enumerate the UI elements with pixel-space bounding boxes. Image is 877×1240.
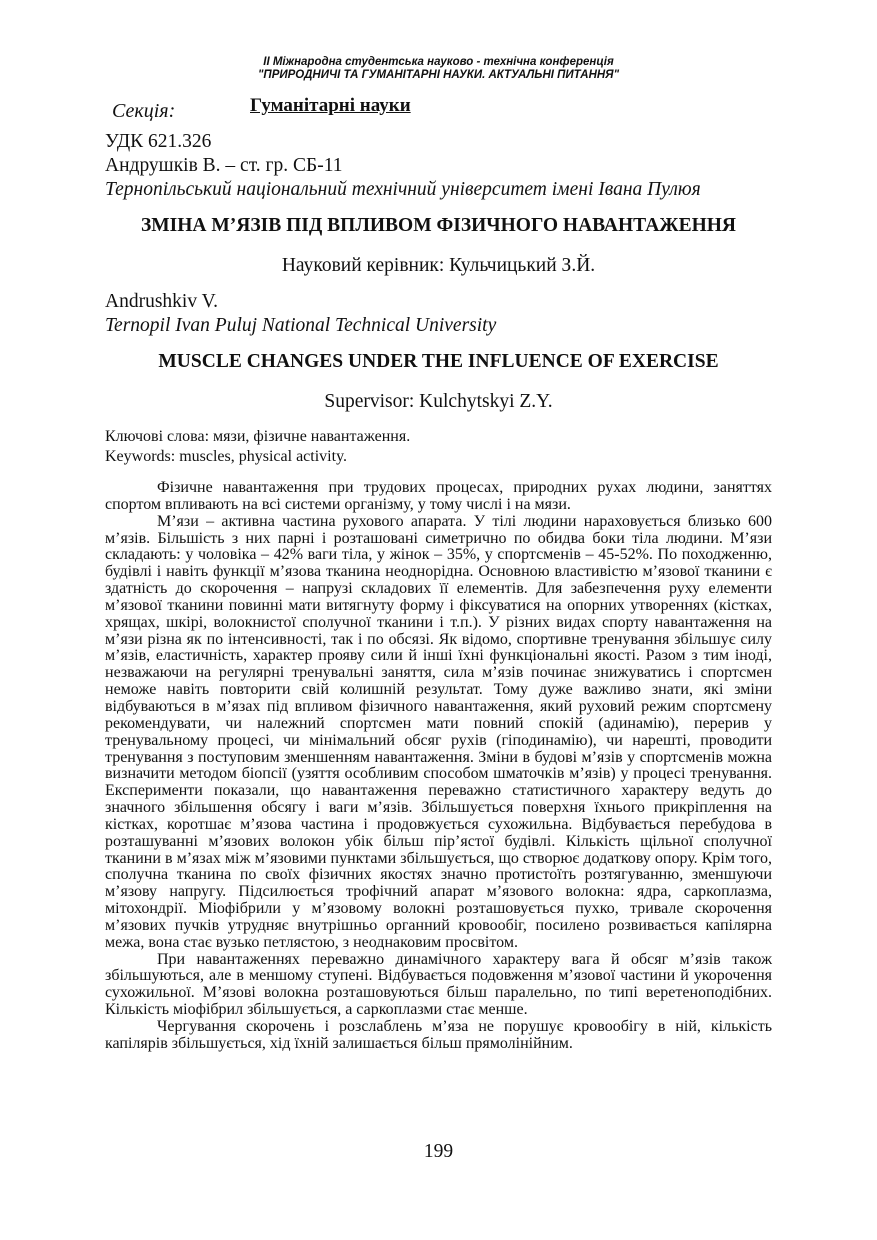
paragraph: При навантаженнях переважно динамічного характеру вага й обсяг м’язів також збільшуються, але в меншому ступені. Відбувається подовження м’язової частини й укорочення сухожильної. М’язові волокна розташовуються більш паралельно, по типі веретеноподібних. Кількість міофібрил збільшується, а саркоплазми стає менше. [105,950,772,1019]
university-en: Ternopil Ivan Puluj National Technical University [105,315,497,336]
conference-title-line-2: "ПРИРОДНИЧІ ТА ГУМАНІТАРНІ НАУКИ. АКТУАЛЬНІ ПИТАННЯ" [257,69,620,81]
page-number: 199 [423,1141,454,1162]
supervisor-ua: Науковий керівник: Кульчицький З.Й. [281,255,596,276]
author-en: Andrushkiv V. [105,291,219,312]
supervisor-en: Supervisor: Kulchytskyi Z.Y. [324,391,553,412]
body-text [105,480,772,1053]
paragraph: Чергування скорочень і розслаблень м’яза не порушує кровообігу в ній, кількість капілярів збільшується, хід їхній залишається більш прямолінійним. [105,1018,772,1052]
paragraph: М’язи – активна частина рухового апарата. У тілі людини нараховується близько 600 м’язів. Більшість з них парні і розташовані симетрично по обидва боки тіла людини. М’язи складають: у чоловіка – 42% ваги тіла, у жінок – 35%, у спортсменів – 45-52%. По походженню, будівлі і навіть функції м’язова тканина неоднорідна. Основною властивістю м’язової тканини є здатність до скорочення – напрузі складових її елементів. Для забезпечення руху елементи м’язової тканини повинні мати витягнуту форму і фіксуватися на опорних утвореннях (кістках, хрящах, шкірі, волокнистої сполучної тканини і т.п.). У різних видах спорту навантаження на м’язи різна як по інтенсивності, так і по обсязі. Як відомо, спортивне тренування збільшує силу м’язів, еластичність, характер прояву сили й інші їхні функціональні якості. Разом з тим іноді, незважаючи на регулярні тренувальні заняття, сила м’язів починає знижуватись і спортсмен неможе навіть повторити свій колишній результат. Тому дуже важливо знати, які зміни відбуваються в м’язах під впливом фізичного навантаження, який руховий режим спортсмену рекомендувати, чи належний спортсмен мати повний спокій (адинамію), перерив у тренувальному процесі, чи мінімальний обсяг рухів (гіподинамію), чи нарешті, проводити тренування з поступовим зменшенням навантаження. Зміни в будові м’язів у спортсменів можна визначити методом біопсії (узяття особливим способом шматочків м’язів) у процесі тренування. Експерименти показали, що навантаження переважно статистичного характеру ведуть до значного збільшення обсягу і ваги м’язів. Збільшується поверхня їхнього прикріплення на кістках, коротшає м’язова частина і продовжується сухожильна. Відбувається перебудова в розташуванні м’язових волокон убік більш пір’ястої будівлі. Кількість щільної сполучної тканини в м’язах між м’язовими пунктами збільшується, що створює додаткову опору. Крім того, сполучна тканина по своїх фізичних якостях значно протистоїть розтягуванню, зменшуючи м’язову напругу. Підсилюється трофічний апарат м’язового волокна: ядра, саркоплазма, мітохондрії. Міофібрили у м’язовому волокні розташовується пухко, тривале скорочення м’язових пучків утрудняє внутрішньо органний кровообіг, посилено розвивається капілярна межа, вона стає вузько петлястою, з неоднаковим просвітом. [105,512,772,951]
title-en: MUSCLE CHANGES UNDER THE INFLUENCE OF EXERCISE [158,351,719,372]
keywords-en: Keywords: muscles, physical activity. [105,448,348,465]
university-ua: Тернопільський національний технічний університет імені Івана Пулюя [105,179,701,200]
title-ua: ЗМІНА М’ЯЗІВ ПІД ВПЛИВОМ ФІЗИЧНОГО НАВАНТАЖЕННЯ [140,215,737,236]
author-ua: Андрушків В. – ст. гр. СБ-11 [105,155,343,176]
udk-code: УДК 621.326 [105,131,212,152]
conference-title-line-1: II Міжнародна студентська науково - технічна конференція [263,56,614,68]
section-label: Секція: [112,100,176,122]
keywords-ua: Ключові слова: мязи, фізичне навантаження. [105,428,411,445]
paragraph: Фізичне навантаження при трудових процесах, природних рухах людини, заняттях спортом впливають на всі системи організму, у тому числі і на мязи. [105,479,772,513]
section-name: Гуманітарні науки [250,95,411,116]
